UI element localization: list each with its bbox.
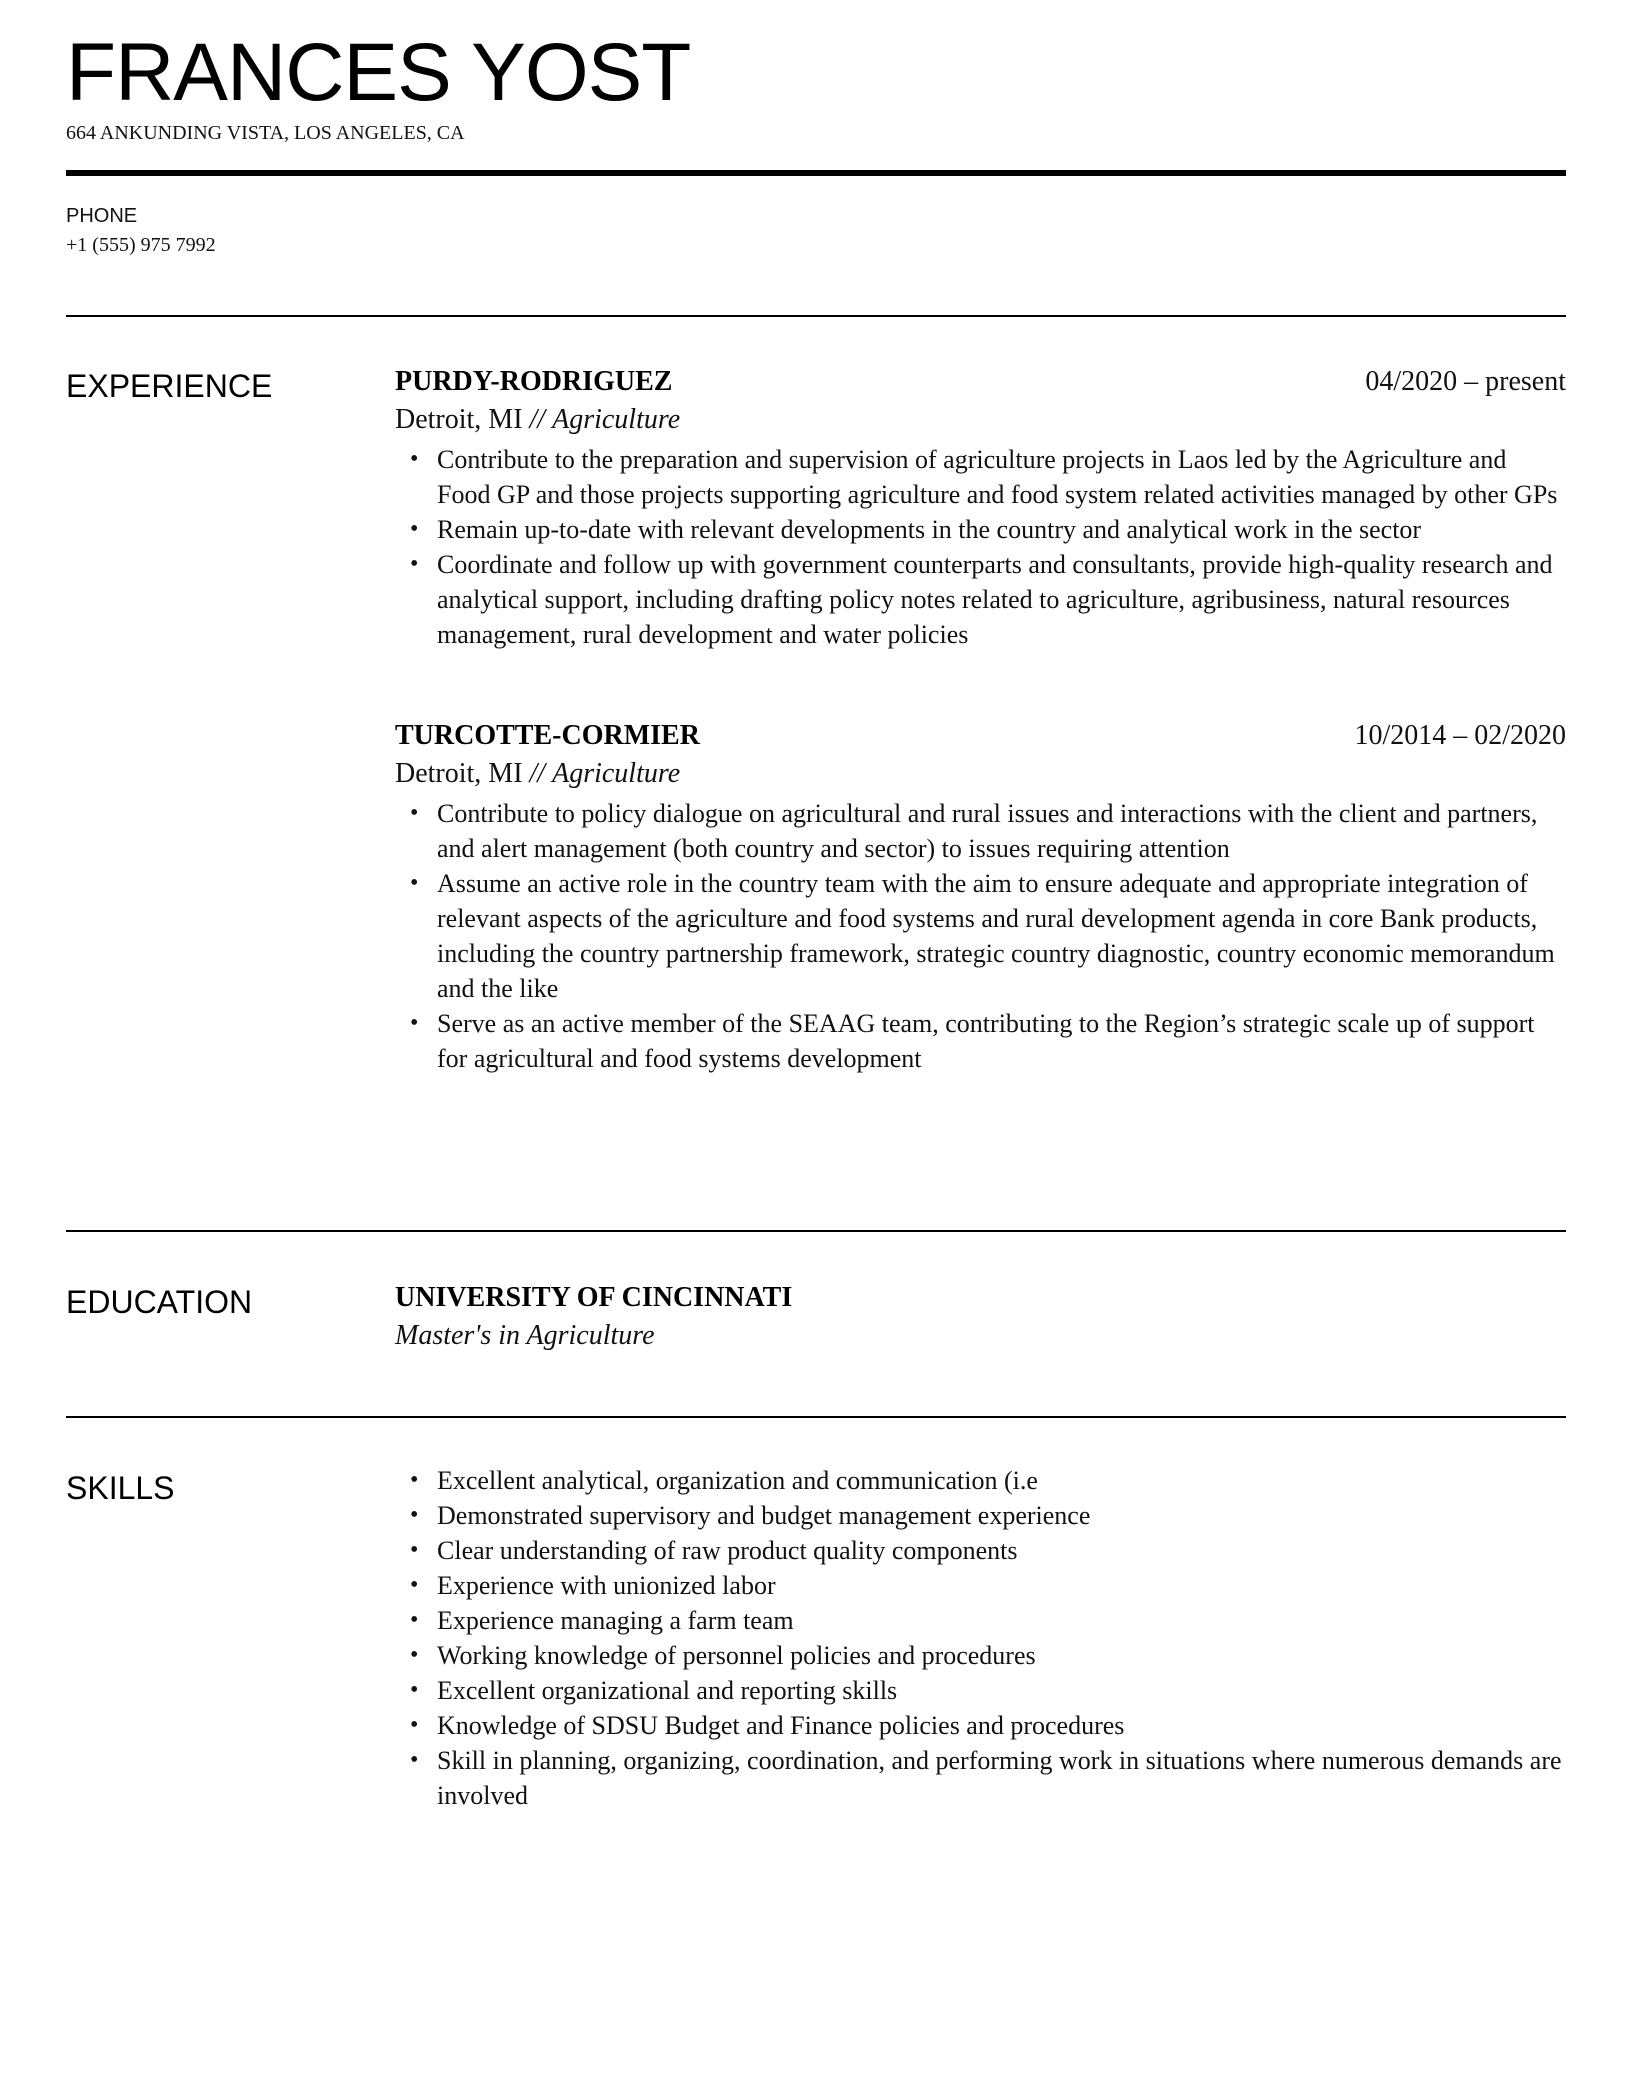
job-bullet: • Contribute to the preparation and supervision of agriculture projects in Laos led by the Agriculture and Food GP and those projects supporting agriculture and food system related activities managed by other GPs <box>437 442 1566 512</box>
bullet-icon: • <box>410 870 419 896</box>
bullet-icon: • <box>410 1642 419 1668</box>
education-entry <box>395 1280 1566 1356</box>
bullet-icon: • <box>410 1747 419 1773</box>
bullet-icon: • <box>410 1607 419 1633</box>
job-bullet: • Assume an active role in the country team with the aim to ensure adequate and appropriate integration of relevant aspects of the agriculture and food systems and rural development agenda in core Bank products, including the country partnership framework, strategic country diagnostic, country economic memorandum and the like <box>437 866 1566 1006</box>
job-bullets <box>395 796 1566 1076</box>
experience-divider <box>66 1230 1566 1232</box>
job-separator: // <box>529 404 546 435</box>
job-field: Agriculture <box>552 758 681 789</box>
bullet-icon: • <box>410 800 419 826</box>
job-entry <box>395 718 1566 1076</box>
job-location-line <box>395 754 1566 794</box>
job-bullet: • Serve as an active member of the SEAAG team, contributing to the Region’s strategic scale up of support for agricultural and food systems development <box>437 1006 1566 1076</box>
phone-label: PHONE <box>66 205 138 227</box>
skill-item: • Skill in planning, organizing, coordination, and performing work in situations where numerous demands are involved <box>437 1743 1566 1813</box>
candidate-address: 664 ANKUNDING VISTA, LOS ANGELES, CA <box>66 122 465 144</box>
job-location-line <box>395 400 1566 440</box>
job-company: PURDY-RODRIGUEZ <box>395 366 673 397</box>
job-entry <box>395 364 1566 652</box>
bullet-icon: • <box>410 1572 419 1598</box>
job-header <box>395 364 1566 400</box>
bullet-icon: • <box>410 551 419 577</box>
experience-list <box>395 364 1566 1076</box>
skills-section-title: SKILLS <box>66 1470 175 1506</box>
job-location: Detroit, MI <box>395 404 523 435</box>
skill-item: • Clear understanding of raw product quality components <box>437 1533 1566 1568</box>
bullet-icon: • <box>410 1712 419 1738</box>
bullet-icon: • <box>410 1010 419 1036</box>
job-dates: 10/2014 – 02/2020 <box>1354 720 1566 751</box>
bullet-icon: • <box>410 1502 419 1528</box>
bullet-icon: • <box>410 1677 419 1703</box>
experience-section-title: EXPERIENCE <box>66 368 273 404</box>
skill-item: • Excellent organizational and reporting skills <box>437 1673 1566 1708</box>
job-header <box>395 718 1566 754</box>
education-school: UNIVERSITY OF CINCINNATI <box>395 1282 793 1313</box>
skill-item: • Experience managing a farm team <box>437 1603 1566 1638</box>
education-section-title: EDUCATION <box>66 1284 253 1320</box>
contact-divider <box>66 315 1566 317</box>
job-field: Agriculture <box>552 404 681 435</box>
bullet-icon: • <box>410 1467 419 1493</box>
bullet-icon: • <box>410 1537 419 1563</box>
bullet-icon: • <box>410 516 419 542</box>
job-bullet: • Remain up-to-date with relevant developments in the country and analytical work in the sector <box>437 512 1566 547</box>
job-bullet: • Contribute to policy dialogue on agricultural and rural issues and interactions with the client and partners, and alert management (both country and sector) to issues requiring attention <box>437 796 1566 866</box>
skill-item: • Excellent analytical, organization and communication (i.e <box>437 1463 1566 1498</box>
job-separator: // <box>529 758 546 789</box>
skill-item: • Demonstrated supervisory and budget management experience <box>437 1498 1566 1533</box>
skill-item: • Experience with unionized labor <box>437 1568 1566 1603</box>
education-divider <box>66 1416 1566 1418</box>
job-bullets <box>395 442 1566 652</box>
job-bullet: • Coordinate and follow up with government counterparts and consultants, provide high-quality research and analytical support, including drafting policy notes related to agriculture, agribusiness, natural resources management, rural development and water policies <box>437 547 1566 652</box>
job-company: TURCOTTE-CORMIER <box>395 720 700 751</box>
skill-item: • Knowledge of SDSU Budget and Finance policies and procedures <box>437 1708 1566 1743</box>
skills-list-container <box>395 1463 1566 1813</box>
skill-item: • Working knowledge of personnel policies and procedures <box>437 1638 1566 1673</box>
job-location: Detroit, MI <box>395 758 523 789</box>
skills-list <box>395 1463 1566 1813</box>
candidate-name: FRANCES YOST <box>66 27 691 118</box>
bullet-icon: • <box>410 446 419 472</box>
phone-value: +1 (555) 975 7992 <box>66 234 216 256</box>
education-degree: Master's in Agriculture <box>395 1320 655 1351</box>
header-divider <box>66 170 1566 176</box>
job-dates: 04/2020 – present <box>1365 366 1566 397</box>
